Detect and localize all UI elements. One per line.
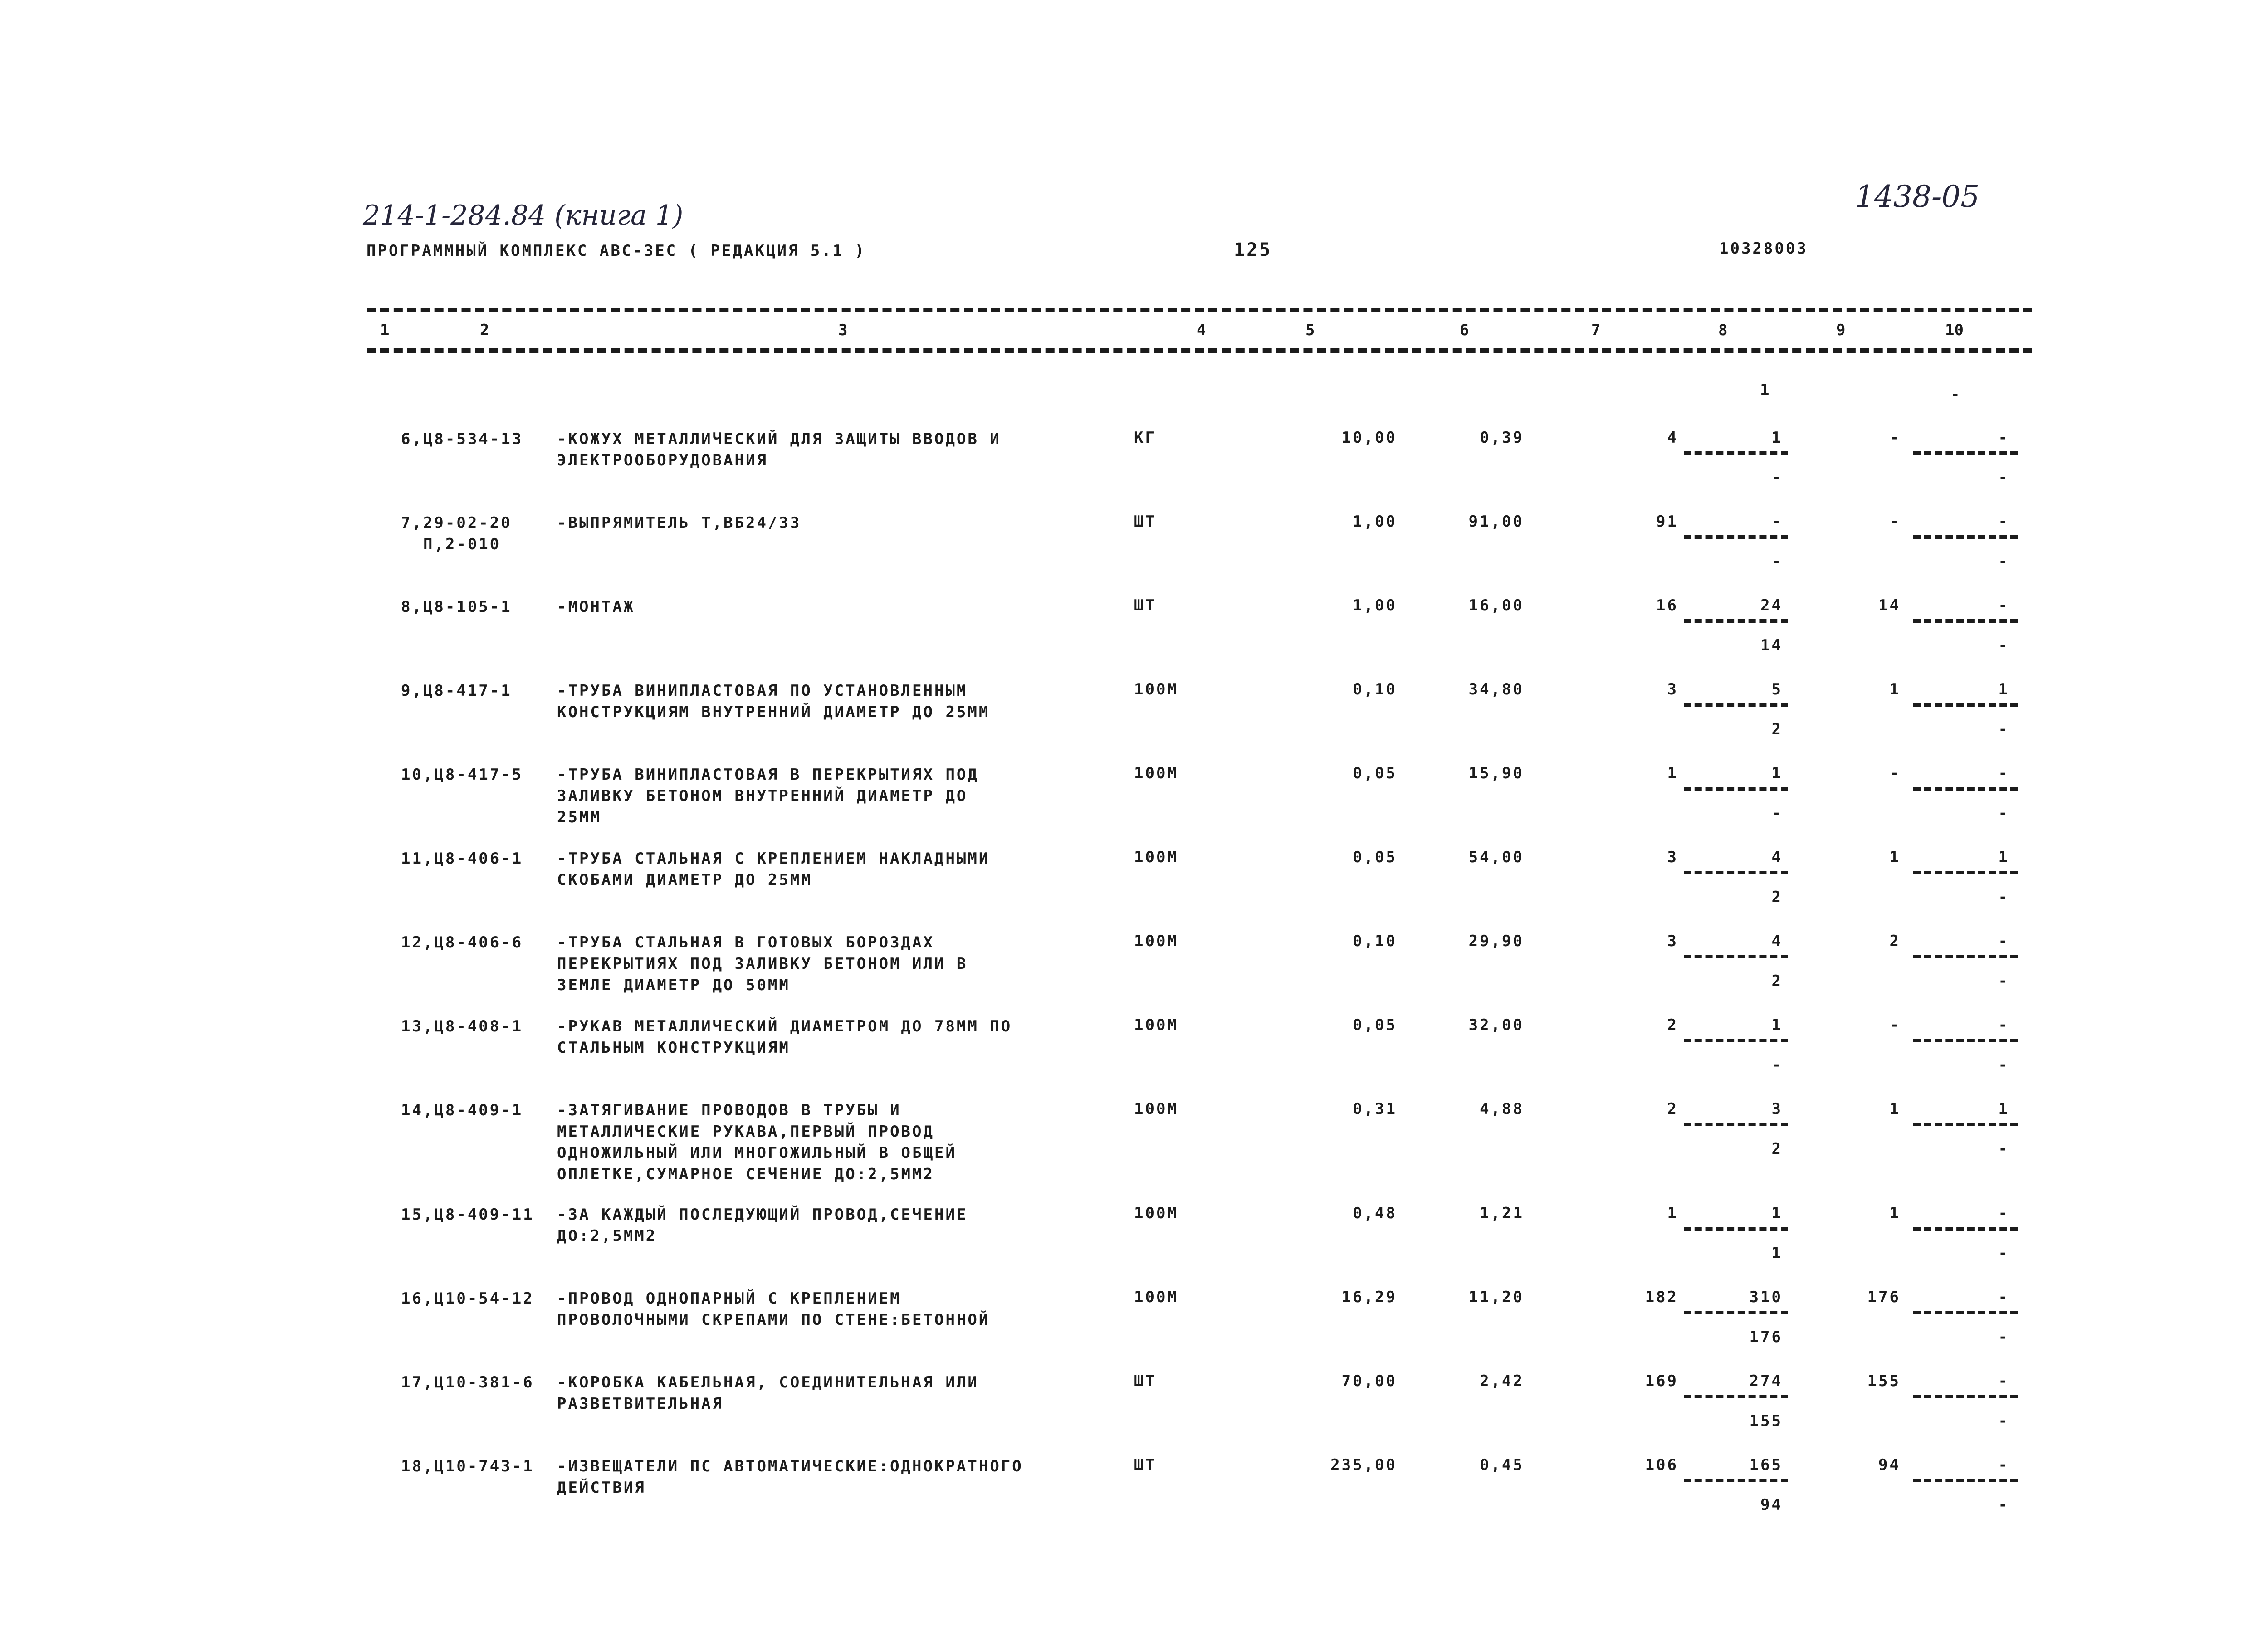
row-col10-bottom: - (1998, 636, 2009, 654)
row-col10-top: 1 (1998, 680, 2009, 698)
row-code: 7,29-02-20 П,2-010 (401, 514, 512, 553)
row-unit: 100М (1134, 1204, 1178, 1222)
row-col7: 16 (1656, 596, 1678, 615)
row-col8-bottom: 155 (1749, 1412, 1783, 1430)
row-code: 6,Ц8-534-13 (401, 430, 523, 448)
table-row (0, 932, 2268, 1014)
row-description: -ПРОВОД ОДНОПАРНЫЙ С КРЕПЛЕНИЕМ ПРОВОЛОЧНЫМИ СКРЕПАМИ ПО СТЕНЕ:БЕТОННОЙ (557, 1289, 990, 1329)
row-col9: - (1889, 1016, 1901, 1034)
row-col8-top: - (1771, 513, 1783, 531)
row-col7: 182 (1645, 1288, 1678, 1306)
row-unit-price: 2,42 (1480, 1372, 1524, 1390)
handwritten-number: 1438-05 (1855, 179, 1980, 214)
row-col8-top: 4 (1771, 848, 1783, 866)
row-col10-top: - (1998, 1456, 2009, 1474)
row-quantity: 0,05 (1353, 764, 1397, 782)
row-unit: 100М (1134, 932, 1178, 950)
row-col10-top: - (1998, 596, 2009, 615)
fraction-rule (1684, 535, 1788, 539)
row-unit: КГ (1134, 429, 1156, 447)
row-code: 8,Ц8-105-1 (401, 598, 512, 616)
row-col9: 14 (1878, 596, 1901, 615)
table-row (0, 680, 2268, 762)
column-header: 7 (1591, 321, 1601, 339)
row-col9: 1 (1889, 1100, 1901, 1118)
table-row (0, 1372, 2268, 1454)
row-code: 10,Ц8-417-5 (401, 766, 523, 784)
row-unit: 100М (1134, 1016, 1178, 1034)
row-description: -ВЫПРЯМИТЕЛЬ Т,ВБ24/33 (557, 514, 802, 532)
fraction-rule (1684, 1227, 1788, 1231)
fraction-rule (1684, 451, 1788, 455)
row-quantity: 16,29 (1341, 1288, 1397, 1306)
row-col8-top: 1 (1771, 764, 1783, 782)
row-code: 9,Ц8-417-1 (401, 682, 512, 700)
handwritten-title: 214-1-284.84 (книга 1) (363, 200, 684, 231)
row-col9: 155 (1867, 1372, 1901, 1390)
column-header: 4 (1197, 321, 1206, 339)
table-row (0, 848, 2268, 930)
row-quantity: 70,00 (1341, 1372, 1397, 1390)
row-col10-top: - (1998, 1288, 2009, 1306)
row-col7: 1 (1667, 764, 1678, 782)
row-col10-bottom: - (1998, 804, 2009, 822)
row-quantity: 1,00 (1353, 596, 1397, 615)
row-col10-bottom: - (1998, 1244, 2009, 1262)
row-col10-bottom: - (1998, 1140, 2009, 1158)
row-quantity: 0,05 (1353, 848, 1397, 866)
row-quantity: 0,10 (1353, 932, 1397, 950)
row-col8-top: 3 (1771, 1100, 1783, 1118)
stray-mark: - (1950, 386, 1962, 404)
row-col9: 1 (1889, 1204, 1901, 1222)
row-unit: ШТ (1134, 1456, 1156, 1474)
row-description: -РУКАВ МЕТАЛЛИЧЕСКИЙ ДИАМЕТРОМ ДО 78ММ ПО СТАЛЬНЫМ КОНСТРУКЦИЯМ (557, 1017, 1012, 1057)
row-code: 13,Ц8-408-1 (401, 1017, 523, 1035)
row-col8-top: 1 (1771, 1204, 1783, 1222)
row-code: 11,Ц8-406-1 (401, 850, 523, 868)
row-unit: 100М (1134, 680, 1178, 698)
row-unit: 100М (1134, 1288, 1178, 1306)
row-quantity: 235,00 (1330, 1456, 1397, 1474)
row-col10-bottom: - (1998, 1496, 2009, 1514)
row-unit: 100М (1134, 764, 1178, 782)
row-unit-price: 1,21 (1480, 1204, 1524, 1222)
row-col7: 3 (1667, 932, 1678, 950)
fraction-rule (1684, 955, 1788, 958)
row-col8-bottom: 2 (1771, 972, 1783, 990)
row-quantity: 0,31 (1353, 1100, 1397, 1118)
row-unit-price: 4,88 (1480, 1100, 1524, 1118)
document-code: 10328003 (1719, 239, 1808, 258)
row-col8-top: 5 (1771, 680, 1783, 698)
table-row (0, 513, 2268, 594)
row-col10-bottom: - (1998, 720, 2009, 738)
row-col7: 2 (1667, 1016, 1678, 1034)
fraction-rule (1913, 1479, 2018, 1482)
row-code: 17,Ц10-381-6 (401, 1373, 534, 1392)
row-col9: - (1889, 429, 1901, 447)
row-col7: 2 (1667, 1100, 1678, 1118)
row-col7: 91 (1656, 513, 1678, 531)
row-unit-price: 29,90 (1468, 932, 1524, 950)
column-header: 5 (1305, 321, 1315, 339)
row-col8-bottom: 2 (1771, 1140, 1783, 1158)
row-col8-top: 274 (1749, 1372, 1783, 1390)
column-header: 6 (1460, 321, 1469, 339)
column-header: 2 (480, 321, 489, 339)
row-col8-top: 24 (1760, 596, 1783, 615)
row-col9: 1 (1889, 848, 1901, 866)
column-header: 10 (1945, 321, 1964, 339)
row-col9: 2 (1889, 932, 1901, 950)
row-unit-price: 0,45 (1480, 1456, 1524, 1474)
row-quantity: 0,05 (1353, 1016, 1397, 1034)
row-description: -МОНТАЖ (557, 598, 635, 616)
row-col10-bottom: - (1998, 1412, 2009, 1430)
row-col10-top: - (1998, 513, 2009, 531)
row-unit: ШТ (1134, 513, 1156, 531)
row-unit-price: 16,00 (1468, 596, 1524, 615)
column-header: 9 (1836, 321, 1846, 339)
row-col8-bottom: 14 (1760, 636, 1783, 654)
row-col7: 1 (1667, 1204, 1678, 1222)
row-col10-top: - (1998, 1016, 2009, 1034)
row-col7: 3 (1667, 680, 1678, 698)
row-col8-bottom: 94 (1760, 1496, 1783, 1514)
row-col10-top: - (1998, 932, 2009, 950)
row-col7: 3 (1667, 848, 1678, 866)
table-row (0, 1456, 2268, 1538)
fraction-rule (1684, 619, 1788, 623)
table-row (0, 429, 2268, 510)
row-col10-top: - (1998, 1204, 2009, 1222)
row-description: -ТРУБА СТАЛЬНАЯ С КРЕПЛЕНИЕМ НАКЛАДНЫМИ СКОБАМИ ДИАМЕТР ДО 25ММ (557, 850, 990, 889)
row-col10-bottom: - (1998, 469, 2009, 487)
row-col8-top: 1 (1771, 429, 1783, 447)
table-row (0, 764, 2268, 846)
row-quantity: 0,48 (1353, 1204, 1397, 1222)
fraction-rule (1913, 871, 2018, 874)
column-header: 1 (380, 321, 390, 339)
fraction-rule (1913, 1227, 2018, 1231)
row-unit-price: 34,80 (1468, 680, 1524, 698)
fraction-rule (1684, 1039, 1788, 1042)
row-col8-top: 4 (1771, 932, 1783, 950)
row-description: -ТРУБА ВИНИПЛАСТОВАЯ В ПЕРЕКРЫТИЯХ ПОД ЗАЛИВКУ БЕТОНОМ ВНУТРЕННИЙ ДИАМЕТР ДО 25ММ (557, 766, 979, 826)
row-col10-top: - (1998, 429, 2009, 447)
row-code: 18,Ц10-743-1 (401, 1457, 534, 1475)
row-col9: - (1889, 513, 1901, 531)
row-quantity: 10,00 (1341, 429, 1397, 447)
fraction-rule (1684, 787, 1788, 791)
row-code: 14,Ц8-409-1 (401, 1101, 523, 1119)
row-col8-bottom: - (1771, 804, 1783, 822)
row-unit: 100М (1134, 1100, 1178, 1118)
row-col10-bottom: - (1998, 1056, 2009, 1074)
row-col7: 106 (1645, 1456, 1678, 1474)
row-col10-top: 1 (1998, 1100, 2009, 1118)
row-col10-bottom: - (1998, 888, 2009, 906)
row-col7: 169 (1645, 1372, 1678, 1390)
fraction-rule (1684, 703, 1788, 707)
page-number: 125 (1234, 239, 1272, 260)
row-code: 15,Ц8-409-11 (401, 1206, 534, 1224)
table-row (0, 1204, 2268, 1286)
row-col8-top: 310 (1749, 1288, 1783, 1306)
row-col10-bottom: - (1998, 1328, 2009, 1346)
row-code: 16,Ц10-54-12 (401, 1289, 534, 1308)
row-col9: 1 (1889, 680, 1901, 698)
fraction-rule (1913, 787, 2018, 791)
row-col8-top: 165 (1749, 1456, 1783, 1474)
fraction-rule (1913, 451, 2018, 455)
row-col8-bottom: - (1771, 552, 1783, 571)
row-col8-bottom: 176 (1749, 1328, 1783, 1346)
row-col8-bottom: 1 (1771, 1244, 1783, 1262)
row-col10-top: 1 (1998, 848, 2009, 866)
row-col10-bottom: - (1998, 552, 2009, 571)
row-description: -ТРУБА ВИНИПЛАСТОВАЯ ПО УСТАНОВЛЕННЫМ КОНСТРУКЦИЯМ ВНУТРЕННИЙ ДИАМЕТР ДО 25ММ (557, 682, 990, 721)
fraction-rule (1913, 703, 2018, 707)
table-row (0, 1100, 2268, 1182)
row-unit: 100М (1134, 848, 1178, 866)
fraction-rule (1913, 1039, 2018, 1042)
fraction-rule (1684, 1395, 1788, 1398)
row-col7: 4 (1667, 429, 1678, 447)
table-row (0, 1016, 2268, 1098)
row-unit-price: 15,90 (1468, 764, 1524, 782)
row-description: -ЗА КАЖДЫЙ ПОСЛЕДУЮЩИЙ ПРОВОД,СЕЧЕНИЕ ДО:2,5ММ2 (557, 1206, 968, 1245)
row-unit-price: 0,39 (1480, 429, 1524, 447)
table-row (0, 596, 2268, 678)
row-code: 12,Ц8-406-6 (401, 933, 523, 952)
row-description: -ЗАТЯГИВАНИЕ ПРОВОДОВ В ТРУБЫ И МЕТАЛЛИЧЕСКИЕ РУКАВА,ПЕРВЫЙ ПРОВОД ОДНОЖИЛЬНЫЙ ИЛИ МНОГОЖИЛЬНЫЙ В ОБЩЕЙ ОПЛЕТКЕ,СУМАРНОЕ СЕЧЕНИЕ ДО:2,5ММ2 (557, 1101, 957, 1183)
fraction-rule (1913, 955, 2018, 958)
row-col8-bottom: - (1771, 1056, 1783, 1074)
fraction-rule (1684, 871, 1788, 874)
fraction-rule (1684, 1311, 1788, 1314)
fraction-rule (1684, 1123, 1788, 1126)
row-description: -ТРУБА СТАЛЬНАЯ В ГОТОВЫХ БОРОЗДАХ ПЕРЕКРЫТИЯХ ПОД ЗАЛИВКУ БЕТОНОМ ИЛИ В ЗЕМЛЕ ДИАМЕТР ДО 50ММ (557, 933, 968, 994)
fraction-rule (1913, 535, 2018, 539)
row-col9: - (1889, 764, 1901, 782)
fraction-rule (1684, 1479, 1788, 1482)
row-col10-bottom: - (1998, 972, 2009, 990)
row-col8-bottom: - (1771, 469, 1783, 487)
row-col8-bottom: 2 (1771, 888, 1783, 906)
row-col10-top: - (1998, 1372, 2009, 1390)
row-quantity: 0,10 (1353, 680, 1397, 698)
row-unit-price: 11,20 (1468, 1288, 1524, 1306)
fraction-rule (1913, 1123, 2018, 1126)
column-header: 3 (838, 321, 848, 339)
row-col8-top: 1 (1771, 1016, 1783, 1034)
stray-mark: 1 (1760, 381, 1771, 399)
row-unit-price: 91,00 (1468, 513, 1524, 531)
row-description: -ИЗВЕЩАТЕЛИ ПС АВТОМАТИЧЕСКИЕ:ОДНОКРАТНОГО ДЕЙСТВИЯ (557, 1457, 1023, 1497)
row-description: -КОРОБКА КАБЕЛЬНАЯ, СОЕДИНИТЕЛЬНАЯ ИЛИ РАЗВЕТВИТЕЛЬНАЯ (557, 1373, 979, 1413)
row-unit: ШТ (1134, 1372, 1156, 1390)
row-quantity: 1,00 (1353, 513, 1397, 531)
row-col9: 94 (1878, 1456, 1901, 1474)
program-line: ПРОГРАММНЫЙ КОМПЛЕКС АВС-3ЕС ( РЕДАКЦИЯ 5.1 ) (367, 242, 866, 260)
row-unit: ШТ (1134, 596, 1156, 615)
row-col8-bottom: 2 (1771, 720, 1783, 738)
column-header: 8 (1718, 321, 1728, 339)
row-col9: 176 (1867, 1288, 1901, 1306)
fraction-rule (1913, 619, 2018, 623)
row-description: -КОЖУХ МЕТАЛЛИЧЕСКИЙ ДЛЯ ЗАЩИТЫ ВВОДОВ И ЭЛЕКТРООБОРУДОВАНИЯ (557, 430, 1001, 469)
row-unit-price: 54,00 (1468, 848, 1524, 866)
row-unit-price: 32,00 (1468, 1016, 1524, 1034)
fraction-rule (1913, 1311, 2018, 1314)
fraction-rule (1913, 1395, 2018, 1398)
table-row (0, 1288, 2268, 1370)
row-col10-top: - (1998, 764, 2009, 782)
